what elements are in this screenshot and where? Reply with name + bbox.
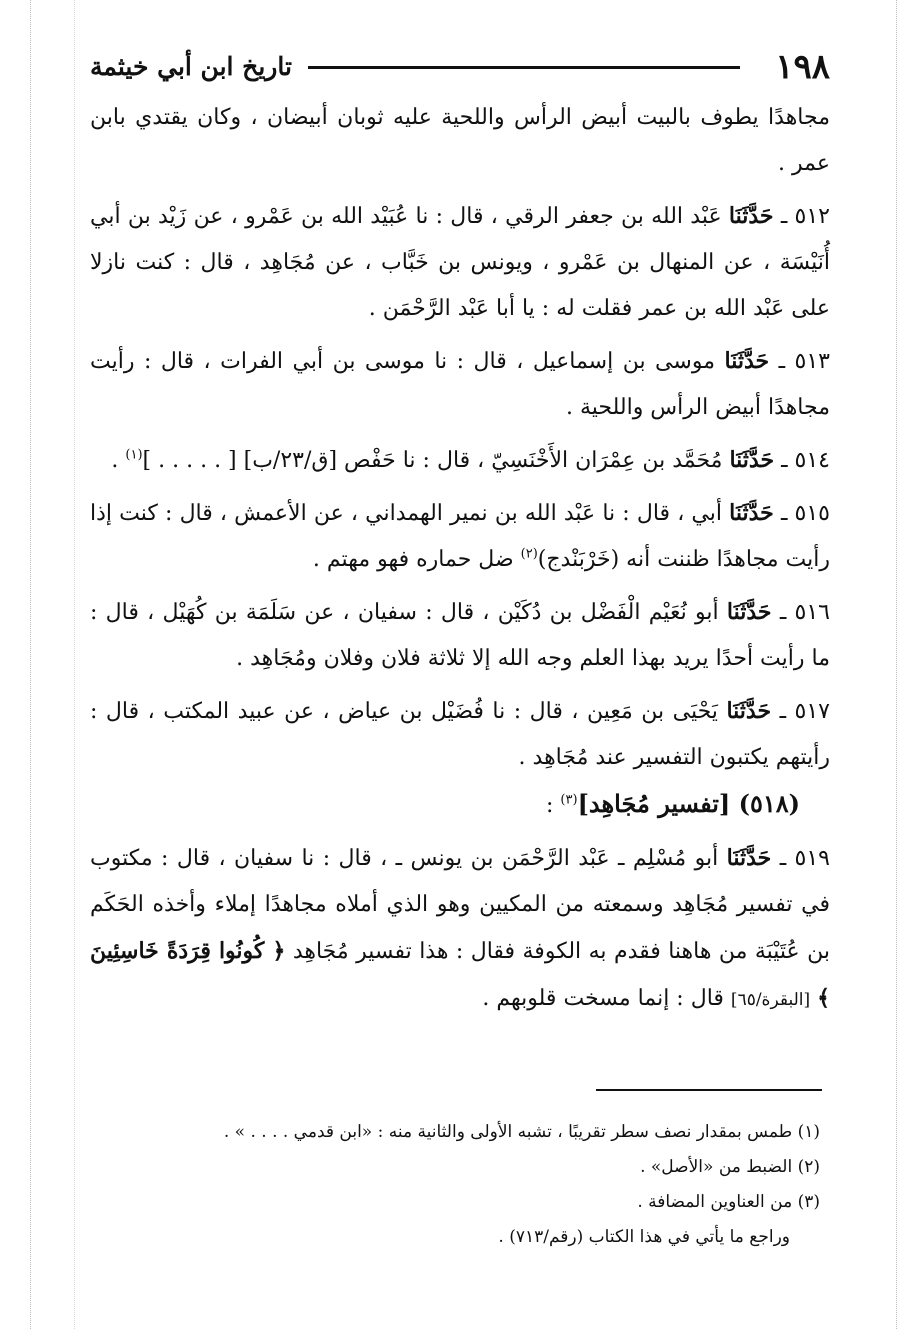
entry-end: قال : إنما مسخت قلوبهم . — [482, 986, 724, 1011]
hadith-515 — [90, 490, 830, 583]
entry-text: موسى بن إسماعيل ، قال : نا موسى بن أبي الفرات ، قال : رأيت مجاهدًا أبيض الرأس واللحية . — [90, 349, 830, 420]
section-title: (٥١٨) [تفسير مُجَاهِد] — [577, 789, 800, 818]
section-title-end: : — [546, 793, 561, 818]
entry-heading: حَدَّثَنَا — [726, 698, 772, 724]
footnote-2: (٢) الضبط من «الأصل» . — [640, 1157, 820, 1177]
carryover-paragraph: مجاهدًا يطوف بالبيت أبيض الرأس واللحية عليه ثوبان أبيضان ، وكان يقتدي بابن عمر . — [90, 105, 830, 176]
quran-quote: ﴿ كُونُوا قِرَدَةً خَاسِئِينَ ﴾ — [90, 938, 830, 1011]
footnote-1: (١) طمس بمقدار نصف سطر تقريبًا ، تشبه الأولى والثانية منه : «ابن قدمي . . . . » . — [223, 1122, 820, 1142]
entry-end: ضل حماره فهو مهتم . — [312, 547, 521, 572]
verse-reference: [البقرة/٦٥] — [730, 990, 811, 1010]
scan-margin-line — [30, 0, 31, 1329]
entry-number: ٥١٣ ـ — [778, 349, 830, 374]
header-rule — [308, 66, 740, 69]
page-body — [90, 95, 830, 1023]
entry-number: ٥١٧ ـ — [779, 699, 830, 724]
scan-margin-line — [896, 0, 897, 1329]
footnote-3: (٣) من العناوين المضافة . — [637, 1192, 820, 1212]
hadith-512 — [90, 193, 830, 332]
entry-heading: حَدَّثَنَا — [729, 447, 775, 473]
footnote-rule — [596, 1089, 822, 1091]
entry-number: ٥١٦ ـ — [779, 600, 830, 625]
entry-text: أبو مُسْلِم ـ عَبْد الرَّحْمَن بن يونس ـ ، قال : نا سفيان ، قال : مكتوب في تفسير مُجَاهِد وسمعته من المكيين وهو الذي أملاه مجاهدًا إملاء وأخذه الحَكَم بن عُتَيْبَة من هاهنا فقدم به الكوفة فقال : هذا تفسير مُجَاهِد — [90, 846, 830, 964]
hadith-517 — [90, 688, 830, 781]
entry-number: ٥١٩ ـ — [779, 846, 830, 871]
entry-heading: حَدَّثَنَا — [726, 845, 772, 871]
footnote-3-continuation: وراجع ما يأتي في هذا الكتاب (رقم/٧١٣) . — [498, 1227, 790, 1247]
section-heading-518 — [90, 781, 830, 829]
running-title: تاريخ ابن أبي خيثمة — [90, 52, 292, 81]
footnotes — [190, 1115, 820, 1255]
scan-margin-line — [74, 0, 75, 1329]
hadith-513 — [90, 338, 830, 431]
entry-text: عَبْد الله بن جعفر الرقي ، قال : نا عُبَيْد الله بن عَمْرو ، عن زَيْد بن أبي أُنَيْسَة ، عن المنهال بن عَمْرو ، ويونس بن خَبَّاب ، عن مُجَاهِد ، قال : كنت نازلا على عَبْد الله بن عمر فقلت له : يا أبا عَبْد الرَّحْمَن . — [90, 204, 830, 321]
entry-heading: حَدَّثَنَا — [729, 500, 774, 526]
entry-heading: حَدَّثَنَا — [728, 203, 774, 229]
hadith-516 — [90, 589, 830, 682]
page-header — [90, 42, 830, 92]
footnote-ref: (٢) — [520, 546, 538, 562]
hadith-514 — [90, 437, 830, 484]
entry-text: أبو نُعَيْم الْفَضْل بن دُكَيْن ، قال : سفيان ، عن سَلَمَة بن كُهَيْل ، قال : ما رأيت أحدًا يريد بهذا العلم وجه الله إلا ثلاثة فلان وفلان ومُجَاهِد . — [90, 600, 830, 671]
entry-text: يَحْيَى بن مَعِين ، قال : نا فُضَيْل بن عياض ، عن عبيد المكتب ، قال : رأيتهم يكتبون التفسير عند مُجَاهِد . — [90, 699, 830, 770]
hadith-519 — [90, 835, 830, 1023]
entry-end: . — [111, 448, 126, 473]
footnote-ref: (١) — [125, 447, 143, 463]
entry-heading: حَدَّثَنَا — [726, 599, 772, 625]
entry-number: ٥١٥ ـ — [780, 501, 830, 526]
entry-number: ٥١٢ ـ — [780, 204, 830, 229]
entry-text: أبي ، قال : نا عَبْد الله بن نمير الهمداني ، عن الأعمش ، قال : كنت إذا رأيت مجاهدًا ظننت أنه (خَرْبَنْدج) — [90, 501, 830, 572]
entry-heading: حَدَّثَنَا — [724, 348, 770, 374]
page-number: ١٩٨ — [775, 47, 830, 87]
lacuna-mark: [ . . . . . ] — [142, 448, 237, 473]
entry-number: ٥١٤ ـ — [781, 448, 830, 473]
entry-text: مُحَمَّد بن عِمْرَان الأَخْنَسِيّ ، قال : نا حَفْص [ق/٢٣/ب] — [243, 448, 723, 473]
footnote-ref: (٣) — [560, 792, 578, 808]
